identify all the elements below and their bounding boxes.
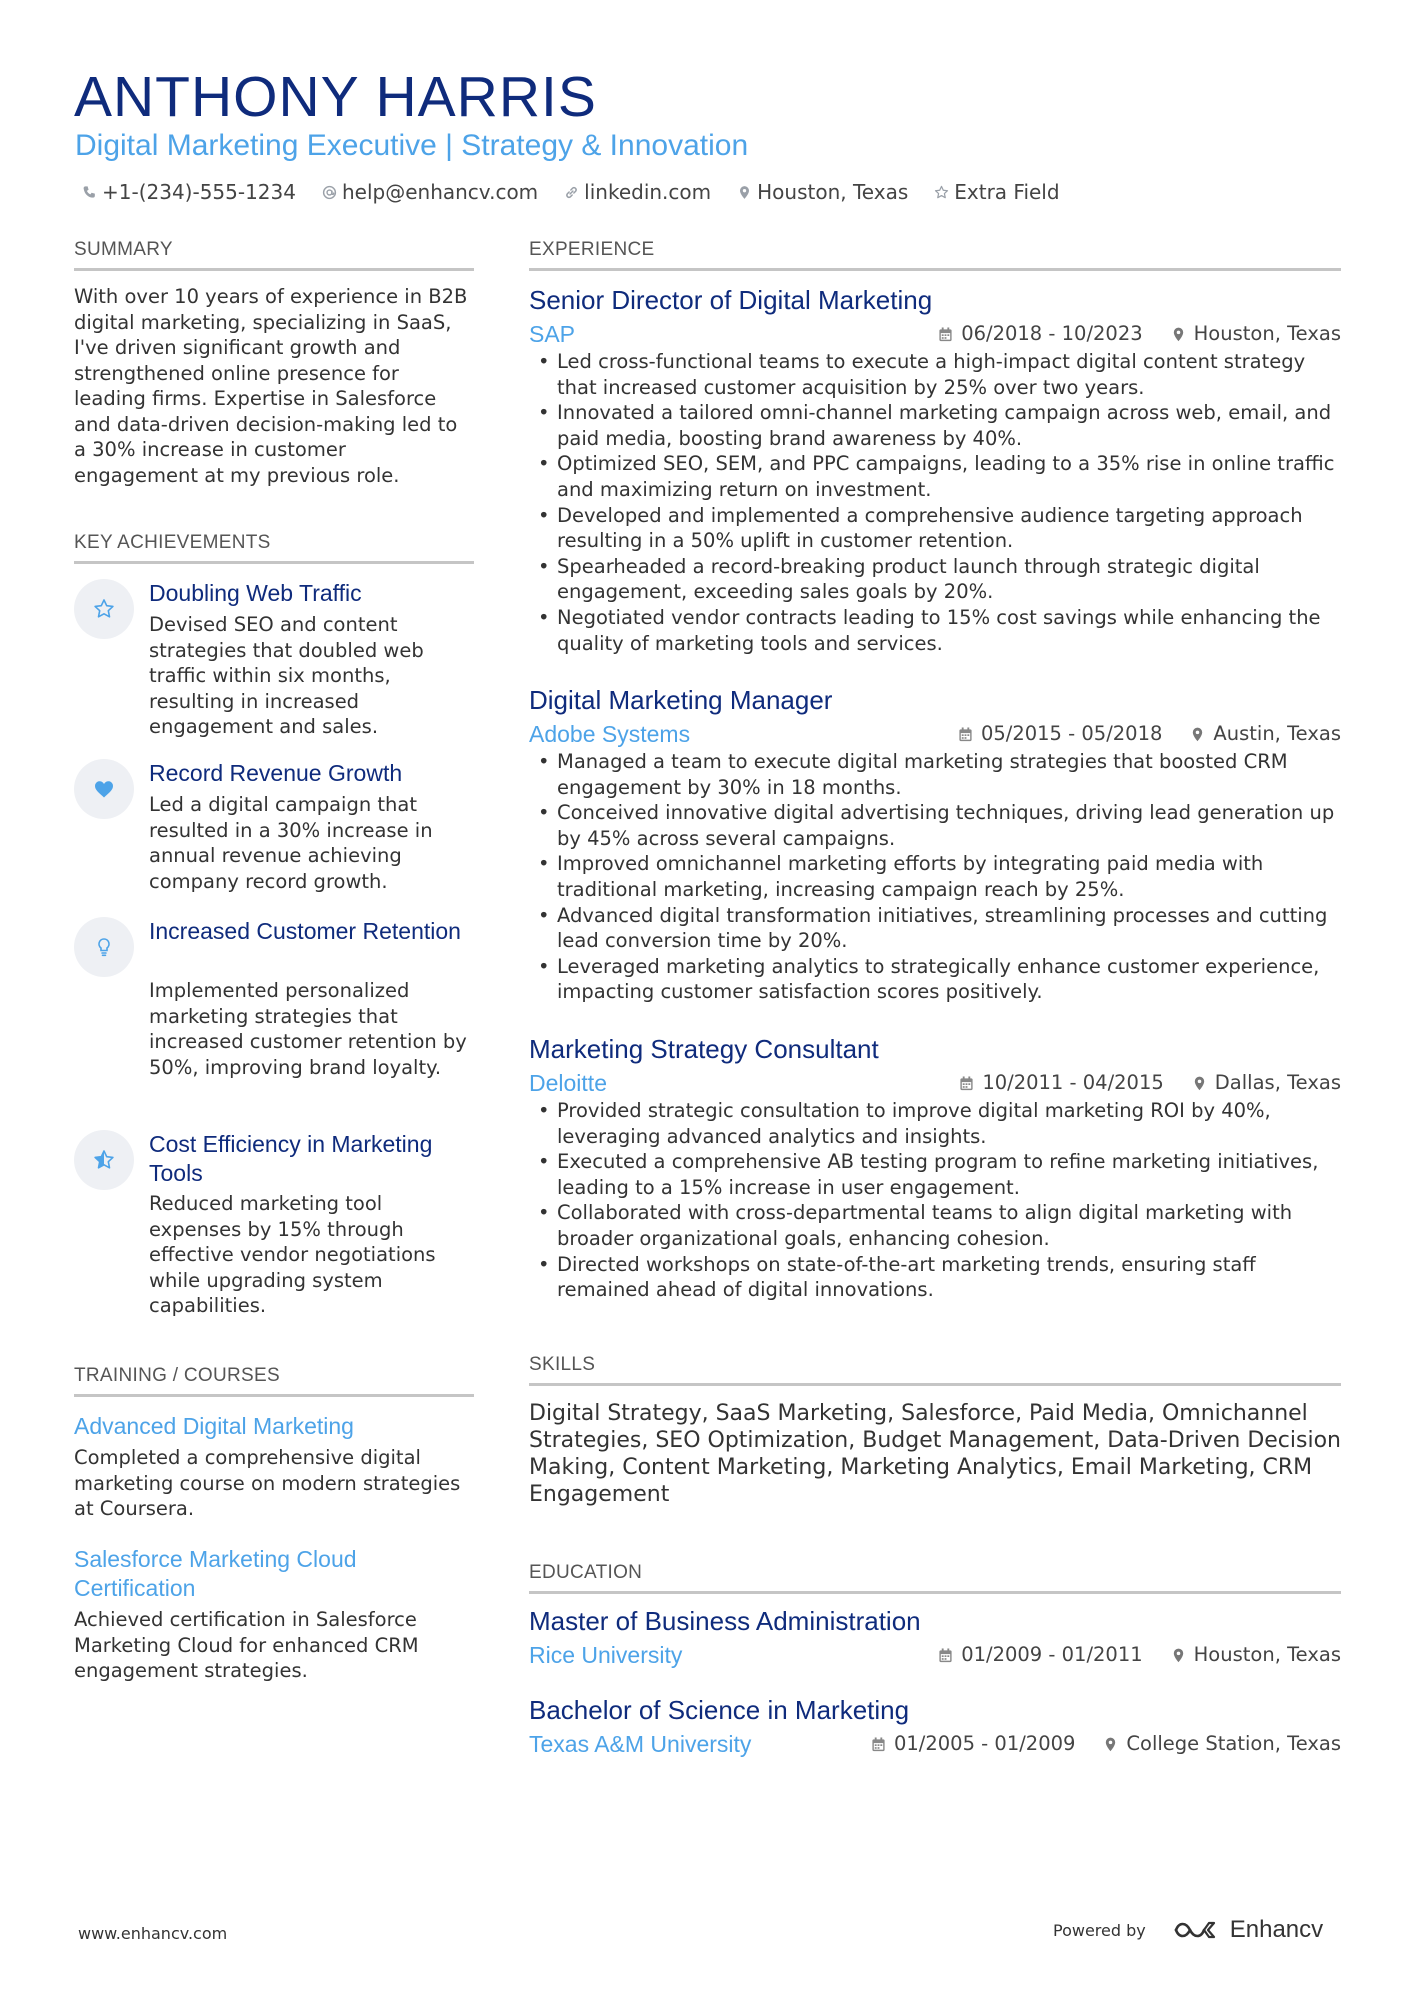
job-bullet: • Provided strategic consultation to improve digital marketing ROI by 40%, leveraging advanced analytics and insights.: [529, 1098, 1341, 1149]
achievement-title: Record Revenue Growth: [149, 760, 403, 786]
contact-extra: [934, 178, 1059, 206]
skills-section-title: [529, 1353, 1341, 1386]
job-date-location: [958, 717, 1341, 751]
location-pin-icon: [1192, 1075, 1207, 1092]
degree-title: Bachelor of Science in Marketing: [529, 1695, 910, 1725]
job-bullets: [529, 749, 1341, 1005]
job-location: [1171, 317, 1341, 351]
education-dates-text: 01/2005 - 01/2009: [893, 1732, 1076, 1755]
candidate-headline: Digital Marketing Executive | Strategy & Innovation: [75, 129, 749, 162]
job-date-location: [938, 317, 1341, 351]
education-title-text: EDUCATION: [529, 1562, 643, 1583]
link-icon: [564, 185, 579, 200]
job-bullet: • Executed a comprehensive AB testing program to refine marketing initiatives, leading to a 15% increase in user engagement.: [529, 1149, 1341, 1200]
summary-text: With over 10 years of experience in B2B digital marketing, specializing in SaaS, I've driven significant growth and strengthened online presence for leading firms. Expertise in Salesforce and data-driven decision-making led to a 30% increase in customer engagement at my previous role.: [74, 285, 468, 487]
education-entry: [529, 1604, 1341, 1672]
achievement-title: Cost Efficiency in Marketing Tools: [149, 1131, 433, 1186]
job-title: Digital Marketing Manager: [529, 685, 833, 715]
calendar-icon: [958, 726, 973, 743]
course-item: [74, 1412, 474, 1522]
job-bullet: • Optimized SEO, SEM, and PPC campaigns, leading to a 35% rise in online traffic and maximizing return on investment.: [529, 451, 1341, 502]
job-bullet: • Innovated a tailored omni-channel marketing campaign across web, email, and paid media, boosting brand awareness by 40%.: [529, 400, 1341, 451]
job-entry: [529, 283, 1341, 656]
job-meta: [529, 1066, 1341, 1100]
job-dates: [959, 1066, 1163, 1100]
heart-icon: [92, 777, 116, 801]
job-meta: [529, 317, 1341, 351]
footer-branding: [1053, 1916, 1323, 1944]
job-bullet: • Conceived innovative digital advertising techniques, driving lead generation up by 45% across several campaigns.: [529, 800, 1341, 851]
location-pin-icon: [1171, 326, 1186, 343]
contact-phone: [82, 178, 296, 206]
contact-email-text: help@enhancv.com: [341, 180, 539, 204]
job-bullet: • Improved omnichannel marketing efforts by integrating paid media with traditional marketing, increasing campaign reach by 25%.: [529, 851, 1341, 902]
brand-name: Enhancv: [1229, 1916, 1324, 1943]
job-dates: [958, 717, 1162, 751]
experience-section-title: [529, 238, 1341, 271]
school-name: Texas A&M University: [529, 1731, 752, 1757]
achievement-title: Doubling Web Traffic: [149, 580, 362, 606]
location-pin-icon: [737, 185, 752, 200]
footer-website-link[interactable]: www.enhancv.com: [78, 1924, 228, 1943]
course-title: Advanced Digital Marketing: [74, 1413, 354, 1439]
education-date-location: [871, 1727, 1341, 1761]
achievement-text: Led a digital campaign that resulted in a 30% increase in annual revenue achieving company record growth.: [149, 793, 433, 893]
job-dates-text: 05/2015 - 05/2018: [980, 722, 1163, 745]
job-company: Adobe Systems: [529, 721, 691, 747]
job-company: Deloitte: [529, 1070, 607, 1096]
education-section-title: [529, 1561, 1341, 1594]
contact-linkedin: [564, 178, 711, 206]
job-entry: [529, 1032, 1341, 1303]
course-text: Achieved certification in Salesforce Marketing Cloud for enhanced CRM engagement strategies.: [74, 1608, 419, 1682]
job-bullet: • Developed and implemented a comprehensive audience targeting approach resulting in a 50% uplift in customer retention.: [529, 503, 1341, 554]
training-section-title: [74, 1364, 474, 1397]
school-name: Rice University: [529, 1642, 683, 1668]
summary-section-title: [74, 238, 474, 271]
job-bullet: • Directed workshops on state-of-the-art marketing trends, ensuring staff remained ahead of digital innovations.: [529, 1252, 1341, 1303]
education-location-text: Houston, Texas: [1193, 1643, 1341, 1666]
location-pin-icon: [1103, 1736, 1118, 1753]
achievement-icon-badge: [74, 917, 134, 977]
experience-title-text: EXPERIENCE: [529, 239, 655, 260]
course-text: Completed a comprehensive digital marketing course on modern strategies at Coursera.: [74, 1446, 461, 1520]
brand-logo[interactable]: [1172, 1916, 1323, 1944]
education-location-text: College Station, Texas: [1126, 1732, 1341, 1755]
contact-location: [737, 178, 908, 206]
skills-title-text: SKILLS: [529, 1354, 596, 1375]
powered-by-text: Powered by: [1053, 1920, 1146, 1940]
training-title-text: TRAINING / COURSES: [74, 1365, 280, 1386]
job-title: Senior Director of Digital Marketing: [529, 285, 933, 315]
contact-bar: [82, 178, 1086, 206]
degree-title: Master of Business Administration: [529, 1606, 921, 1636]
lightbulb-icon: [92, 935, 116, 959]
summary-title-text: SUMMARY: [74, 239, 173, 260]
star-half-icon: [92, 1148, 116, 1172]
course-item: [74, 1545, 474, 1684]
candidate-name: ANTHONY HARRIS: [74, 65, 597, 129]
achievement-icon-badge: [74, 759, 134, 819]
education-location: [1171, 1638, 1341, 1672]
achievement-text: Devised SEO and content strategies that doubled web traffic within six months, resulting in increased engagement and sales.: [149, 613, 424, 738]
contact-linkedin-text: linkedin.com: [584, 180, 712, 204]
calendar-icon: [938, 1647, 953, 1664]
job-bullets: [529, 1098, 1341, 1303]
job-bullet: • Collaborated with cross-departmental teams to align digital marketing with broader organizational goals, enhancing cohesion.: [529, 1200, 1341, 1251]
achievement-icon-badge: [74, 579, 134, 639]
contact-email: [322, 178, 538, 206]
education-meta: [529, 1638, 1341, 1672]
job-bullet: • Managed a team to execute digital marketing strategies that boosted CRM engagement by 30% in 18 months.: [529, 749, 1341, 800]
job-location: [1192, 1066, 1341, 1100]
job-dates: [938, 317, 1142, 351]
job-location-text: Houston, Texas: [1193, 322, 1341, 345]
education-dates: [871, 1727, 1075, 1761]
job-meta: [529, 717, 1341, 751]
job-company: SAP: [529, 321, 576, 347]
job-location: [1190, 717, 1341, 751]
job-bullet: • Led cross-functional teams to execute a high-impact digital content strategy that increased customer acquisition by 25% over two years.: [529, 349, 1341, 400]
calendar-icon: [871, 1736, 886, 1753]
education-dates: [938, 1638, 1142, 1672]
at-icon: [322, 185, 337, 200]
skills-text: Digital Strategy, SaaS Marketing, Salesforce, Paid Media, Omnichannel Strategies, SEO Optimization, Budget Management, Data-Driven Decision Making, Content Marketing, Marketing Analytics, Email Marketing, CRM Engagement: [529, 1401, 1341, 1507]
job-location-text: Dallas, Texas: [1214, 1071, 1341, 1094]
course-title: Salesforce Marketing Cloud Certification: [74, 1546, 357, 1601]
phone-icon: [82, 185, 97, 200]
job-bullets: [529, 349, 1341, 656]
education-entry: [529, 1693, 1341, 1761]
enhancv-logo-icon: [1172, 1917, 1218, 1943]
star-outline-icon: [934, 185, 949, 200]
contact-location-text: Houston, Texas: [757, 180, 909, 204]
job-bullet: • Leveraged marketing analytics to strategically enhance customer experience, impacting customer satisfaction scores positively.: [529, 954, 1341, 1005]
job-bullet: • Negotiated vendor contracts leading to 15% cost savings while enhancing the quality of marketing tools and services.: [529, 605, 1341, 656]
job-dates-text: 10/2011 - 04/2015: [982, 1071, 1164, 1094]
location-pin-icon: [1171, 1647, 1186, 1664]
calendar-icon: [938, 326, 953, 343]
star-outline-icon: [92, 597, 116, 621]
job-bullet: • Spearheaded a record-breaking product launch through strategic digital engagement, exceeding sales goals by 20%.: [529, 554, 1341, 605]
achievements-section-title: [74, 531, 474, 564]
job-location-text: Austin, Texas: [1213, 722, 1341, 745]
achievements-title-text: KEY ACHIEVEMENTS: [74, 532, 271, 553]
education-date-location: [938, 1638, 1341, 1672]
achievement-icon-badge: [74, 1130, 134, 1190]
calendar-icon: [959, 1075, 974, 1092]
achievement-text: Implemented personalized marketing strategies that increased customer retention by 50%, improving brand loyalty.: [149, 979, 467, 1079]
job-bullet: • Advanced digital transformation initiatives, streamlining processes and cutting lead conversion time by 20%.: [529, 903, 1341, 954]
achievement-title: Increased Customer Retention: [149, 918, 461, 944]
education-meta: [529, 1727, 1341, 1761]
contact-phone-text: +1-(234)-555-1234: [102, 180, 296, 204]
education-dates-text: 01/2009 - 01/2011: [961, 1643, 1143, 1666]
contact-extra-text: Extra Field: [954, 180, 1060, 204]
achievement-text: Reduced marketing tool expenses by 15% through effective vendor negotiations while upgrading system capabilities.: [149, 1192, 436, 1317]
education-location: [1103, 1727, 1341, 1761]
job-entry: [529, 683, 1341, 1005]
job-date-location: [959, 1066, 1341, 1100]
job-title: Marketing Strategy Consultant: [529, 1034, 879, 1064]
location-pin-icon: [1190, 726, 1205, 743]
job-dates-text: 06/2018 - 10/2023: [961, 322, 1143, 345]
